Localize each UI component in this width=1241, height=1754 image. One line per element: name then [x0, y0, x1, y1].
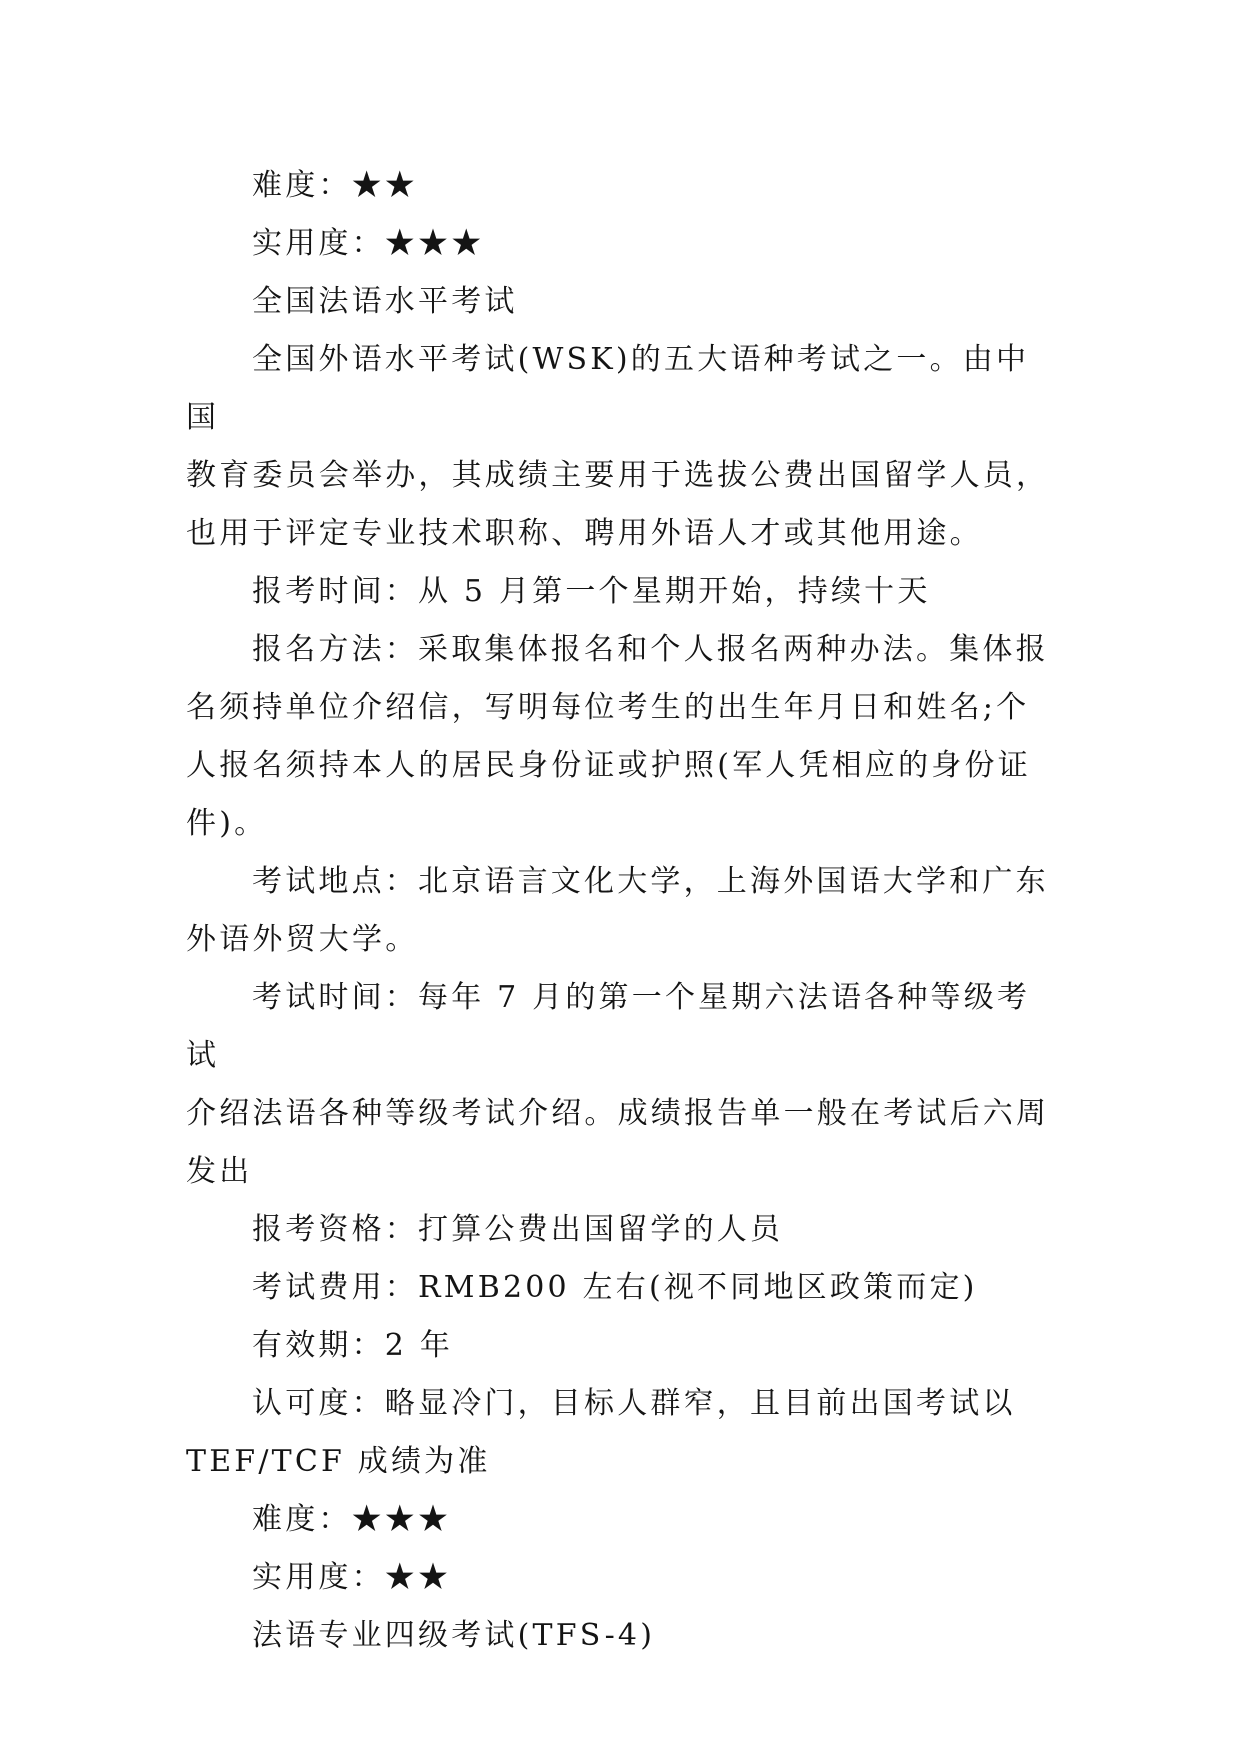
exam-fee-line: 考试费用：RMB200 左右(视不同地区政策而定): [252, 1270, 978, 1305]
exam-location-paragraph: 考试地点：北京语言文化大学，上海外国语大学和广东 外语外贸大学。: [186, 864, 1049, 957]
registration-method-paragraph: 报名方法：采取集体报名和个人报名两种办法。集体报 名须持单位介绍信，写明每位考生的出生年月日和姓名;个 人报名须持本人的居民身份证或护照(军人凭相应的身份证 件)。: [186, 632, 1049, 841]
exam-time-paragraph: 考试时间：每年 7 月的第一个星期六法语各种等级考试 介绍法语各种等级考试介绍。成绩报告单一般在考试后六周 发出: [186, 980, 1050, 1189]
registration-time-line: 报考时间：从 5 月第一个星期开始，持续十天: [252, 574, 931, 609]
section-heading: 全国法语水平考试: [252, 284, 518, 319]
recognition-paragraph: 认可度：略显冷门，目标人群窄，且目前出国考试以 TEF/TCF 成绩为准: [186, 1386, 1016, 1479]
difficulty-line: 难度：★★: [252, 168, 418, 203]
document-body: [186, 157, 1056, 1665]
section-heading: 法语专业四级考试(TFS-4): [252, 1618, 656, 1653]
practicality-line: 实用度：★★★: [252, 226, 485, 261]
eligibility-line: 报考资格：打算公费出国留学的人员: [252, 1212, 784, 1247]
practicality-line: 实用度：★★: [252, 1560, 452, 1595]
validity-line: 有效期：2 年: [252, 1328, 454, 1363]
difficulty-line: 难度：★★★: [252, 1502, 452, 1537]
intro-paragraph: 全国外语水平考试(WSK)的五大语种考试之一。由中国 教育委员会举办，其成绩主要用于选拔公费出国留学人员， 也用于评定专业技术职称、聘用外语人才或其他用途。: [186, 342, 1050, 551]
